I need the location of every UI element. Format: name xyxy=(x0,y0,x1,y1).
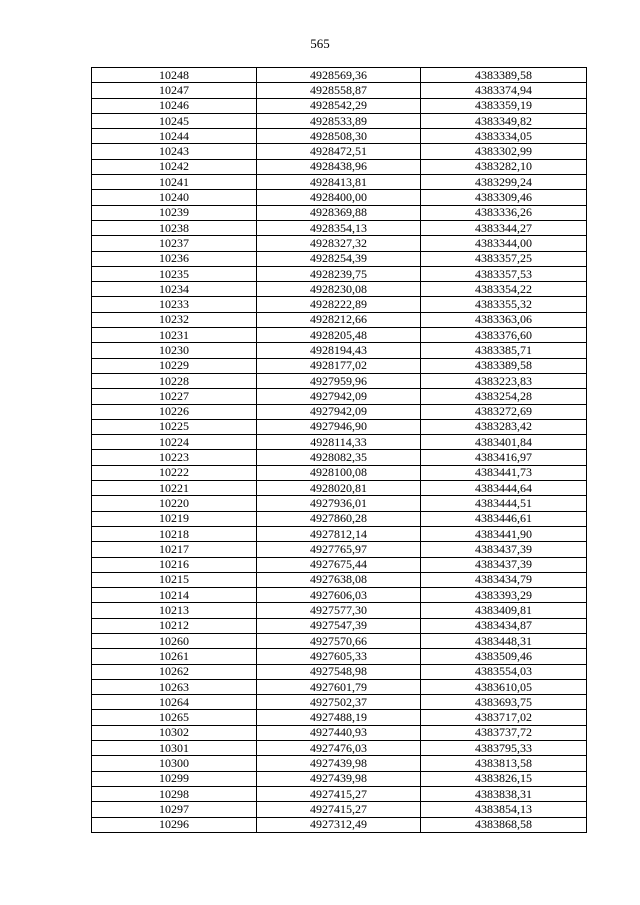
point-id-cell: 10229 xyxy=(92,358,257,373)
x-coordinate-cell: 4928569,36 xyxy=(257,68,421,83)
table-row xyxy=(92,526,587,541)
table-row xyxy=(92,98,587,113)
y-coordinate-cell: 4383272,69 xyxy=(421,404,587,419)
point-id-cell: 10241 xyxy=(92,175,257,190)
point-id-cell: 10299 xyxy=(92,771,257,786)
table-row xyxy=(92,802,587,817)
point-id-cell: 10221 xyxy=(92,481,257,496)
table-row xyxy=(92,175,587,190)
y-coordinate-cell: 4383254,28 xyxy=(421,389,587,404)
x-coordinate-cell: 4928230,08 xyxy=(257,282,421,297)
point-id-cell: 10231 xyxy=(92,328,257,343)
point-id-cell: 10226 xyxy=(92,404,257,419)
y-coordinate-cell: 4383441,90 xyxy=(421,526,587,541)
point-id-cell: 10247 xyxy=(92,83,257,98)
point-id-cell: 10245 xyxy=(92,113,257,128)
table-row xyxy=(92,68,587,83)
x-coordinate-cell: 4927439,98 xyxy=(257,771,421,786)
y-coordinate-cell: 4383363,06 xyxy=(421,312,587,327)
point-id-cell: 10218 xyxy=(92,526,257,541)
x-coordinate-cell: 4927638,08 xyxy=(257,572,421,587)
point-id-cell: 10227 xyxy=(92,389,257,404)
point-id-cell: 10264 xyxy=(92,695,257,710)
x-coordinate-cell: 4927606,03 xyxy=(257,588,421,603)
coordinates-table-body xyxy=(92,68,587,833)
x-coordinate-cell: 4928558,87 xyxy=(257,83,421,98)
x-coordinate-cell: 4928327,32 xyxy=(257,236,421,251)
y-coordinate-cell: 4383354,22 xyxy=(421,282,587,297)
table-row xyxy=(92,786,587,801)
table-row xyxy=(92,129,587,144)
y-coordinate-cell: 4383389,58 xyxy=(421,358,587,373)
point-id-cell: 10260 xyxy=(92,633,257,648)
y-coordinate-cell: 4383610,05 xyxy=(421,679,587,694)
point-id-cell: 10239 xyxy=(92,205,257,220)
y-coordinate-cell: 4383385,71 xyxy=(421,343,587,358)
point-id-cell: 10214 xyxy=(92,588,257,603)
y-coordinate-cell: 4383359,19 xyxy=(421,98,587,113)
x-coordinate-cell: 4928400,00 xyxy=(257,190,421,205)
x-coordinate-cell: 4928205,48 xyxy=(257,328,421,343)
y-coordinate-cell: 4383389,58 xyxy=(421,68,587,83)
point-id-cell: 10236 xyxy=(92,251,257,266)
y-coordinate-cell: 4383441,73 xyxy=(421,465,587,480)
x-coordinate-cell: 4927936,01 xyxy=(257,496,421,511)
x-coordinate-cell: 4928354,13 xyxy=(257,220,421,235)
point-id-cell: 10298 xyxy=(92,786,257,801)
x-coordinate-cell: 4927488,19 xyxy=(257,710,421,725)
point-id-cell: 10225 xyxy=(92,419,257,434)
point-id-cell: 10237 xyxy=(92,236,257,251)
x-coordinate-cell: 4927415,27 xyxy=(257,786,421,801)
x-coordinate-cell: 4928222,89 xyxy=(257,297,421,312)
table-row xyxy=(92,282,587,297)
x-coordinate-cell: 4927577,30 xyxy=(257,603,421,618)
y-coordinate-cell: 4383374,94 xyxy=(421,83,587,98)
x-coordinate-cell: 4927860,28 xyxy=(257,511,421,526)
x-coordinate-cell: 4928114,33 xyxy=(257,435,421,450)
table-row xyxy=(92,542,587,557)
y-coordinate-cell: 4383355,32 xyxy=(421,297,587,312)
table-row xyxy=(92,358,587,373)
table-row xyxy=(92,649,587,664)
point-id-cell: 10217 xyxy=(92,542,257,557)
point-id-cell: 10212 xyxy=(92,618,257,633)
point-id-cell: 10301 xyxy=(92,741,257,756)
y-coordinate-cell: 4383854,13 xyxy=(421,802,587,817)
x-coordinate-cell: 4927946,90 xyxy=(257,419,421,434)
table-row xyxy=(92,710,587,725)
x-coordinate-cell: 4928239,75 xyxy=(257,266,421,281)
y-coordinate-cell: 4383838,31 xyxy=(421,786,587,801)
y-coordinate-cell: 4383344,27 xyxy=(421,220,587,235)
table-row xyxy=(92,817,587,832)
point-id-cell: 10261 xyxy=(92,649,257,664)
point-id-cell: 10224 xyxy=(92,435,257,450)
y-coordinate-cell: 4383434,87 xyxy=(421,618,587,633)
x-coordinate-cell: 4928177,02 xyxy=(257,358,421,373)
point-id-cell: 10220 xyxy=(92,496,257,511)
point-id-cell: 10228 xyxy=(92,373,257,388)
table-row xyxy=(92,741,587,756)
table-row xyxy=(92,220,587,235)
table-row xyxy=(92,373,587,388)
y-coordinate-cell: 4383795,33 xyxy=(421,741,587,756)
table-row xyxy=(92,572,587,587)
table-row xyxy=(92,343,587,358)
table-row xyxy=(92,389,587,404)
y-coordinate-cell: 4383446,61 xyxy=(421,511,587,526)
y-coordinate-cell: 4383554,03 xyxy=(421,664,587,679)
x-coordinate-cell: 4927605,33 xyxy=(257,649,421,664)
table-row xyxy=(92,465,587,480)
point-id-cell: 10265 xyxy=(92,710,257,725)
y-coordinate-cell: 4383448,31 xyxy=(421,633,587,648)
y-coordinate-cell: 4383349,82 xyxy=(421,113,587,128)
point-id-cell: 10235 xyxy=(92,266,257,281)
point-id-cell: 10243 xyxy=(92,144,257,159)
table-row xyxy=(92,771,587,786)
table-row xyxy=(92,312,587,327)
y-coordinate-cell: 4383282,10 xyxy=(421,159,587,174)
x-coordinate-cell: 4928438,96 xyxy=(257,159,421,174)
y-coordinate-cell: 4383444,51 xyxy=(421,496,587,511)
point-id-cell: 10297 xyxy=(92,802,257,817)
y-coordinate-cell: 4383393,29 xyxy=(421,588,587,603)
point-id-cell: 10263 xyxy=(92,679,257,694)
x-coordinate-cell: 4928508,30 xyxy=(257,129,421,144)
x-coordinate-cell: 4928212,66 xyxy=(257,312,421,327)
point-id-cell: 10219 xyxy=(92,511,257,526)
y-coordinate-cell: 4383409,81 xyxy=(421,603,587,618)
x-coordinate-cell: 4928082,35 xyxy=(257,450,421,465)
point-id-cell: 10244 xyxy=(92,129,257,144)
y-coordinate-cell: 4383737,72 xyxy=(421,725,587,740)
point-id-cell: 10238 xyxy=(92,220,257,235)
x-coordinate-cell: 4928194,43 xyxy=(257,343,421,358)
x-coordinate-cell: 4928254,39 xyxy=(257,251,421,266)
x-coordinate-cell: 4927547,39 xyxy=(257,618,421,633)
y-coordinate-cell: 4383309,46 xyxy=(421,190,587,205)
x-coordinate-cell: 4927812,14 xyxy=(257,526,421,541)
x-coordinate-cell: 4927942,09 xyxy=(257,404,421,419)
point-id-cell: 10302 xyxy=(92,725,257,740)
y-coordinate-cell: 4383283,42 xyxy=(421,419,587,434)
point-id-cell: 10248 xyxy=(92,68,257,83)
point-id-cell: 10296 xyxy=(92,817,257,832)
point-id-cell: 10215 xyxy=(92,572,257,587)
y-coordinate-cell: 4383401,84 xyxy=(421,435,587,450)
y-coordinate-cell: 4383437,39 xyxy=(421,542,587,557)
table-row xyxy=(92,205,587,220)
y-coordinate-cell: 4383376,60 xyxy=(421,328,587,343)
table-row xyxy=(92,603,587,618)
x-coordinate-cell: 4927502,37 xyxy=(257,695,421,710)
table-row xyxy=(92,251,587,266)
table-row xyxy=(92,450,587,465)
table-row xyxy=(92,618,587,633)
table-row xyxy=(92,297,587,312)
table-row xyxy=(92,159,587,174)
table-row xyxy=(92,664,587,679)
x-coordinate-cell: 4927440,93 xyxy=(257,725,421,740)
x-coordinate-cell: 4927476,03 xyxy=(257,741,421,756)
y-coordinate-cell: 4383344,00 xyxy=(421,236,587,251)
table-row xyxy=(92,328,587,343)
point-id-cell: 10233 xyxy=(92,297,257,312)
table-row xyxy=(92,756,587,771)
table-row xyxy=(92,588,587,603)
coordinates-table xyxy=(91,67,587,833)
x-coordinate-cell: 4928020,81 xyxy=(257,481,421,496)
page-number: 565 xyxy=(310,36,330,51)
y-coordinate-cell: 4383826,15 xyxy=(421,771,587,786)
x-coordinate-cell: 4928413,81 xyxy=(257,175,421,190)
y-coordinate-cell: 4383334,05 xyxy=(421,129,587,144)
y-coordinate-cell: 4383357,53 xyxy=(421,266,587,281)
point-id-cell: 10230 xyxy=(92,343,257,358)
point-id-cell: 10223 xyxy=(92,450,257,465)
table-row xyxy=(92,496,587,511)
table-row xyxy=(92,633,587,648)
point-id-cell: 10300 xyxy=(92,756,257,771)
x-coordinate-cell: 4928369,88 xyxy=(257,205,421,220)
x-coordinate-cell: 4927675,44 xyxy=(257,557,421,572)
x-coordinate-cell: 4928100,08 xyxy=(257,465,421,480)
table-row xyxy=(92,695,587,710)
x-coordinate-cell: 4927601,79 xyxy=(257,679,421,694)
x-coordinate-cell: 4927570,66 xyxy=(257,633,421,648)
y-coordinate-cell: 4383717,02 xyxy=(421,710,587,725)
x-coordinate-cell: 4927439,98 xyxy=(257,756,421,771)
point-id-cell: 10242 xyxy=(92,159,257,174)
y-coordinate-cell: 4383444,64 xyxy=(421,481,587,496)
x-coordinate-cell: 4928542,29 xyxy=(257,98,421,113)
table-row xyxy=(92,557,587,572)
table-row xyxy=(92,435,587,450)
point-id-cell: 10234 xyxy=(92,282,257,297)
y-coordinate-cell: 4383336,26 xyxy=(421,205,587,220)
table-row xyxy=(92,190,587,205)
y-coordinate-cell: 4383868,58 xyxy=(421,817,587,832)
y-coordinate-cell: 4383302,99 xyxy=(421,144,587,159)
y-coordinate-cell: 4383693,75 xyxy=(421,695,587,710)
x-coordinate-cell: 4927765,97 xyxy=(257,542,421,557)
point-id-cell: 10216 xyxy=(92,557,257,572)
point-id-cell: 10213 xyxy=(92,603,257,618)
table-row xyxy=(92,481,587,496)
point-id-cell: 10232 xyxy=(92,312,257,327)
x-coordinate-cell: 4927942,09 xyxy=(257,389,421,404)
y-coordinate-cell: 4383434,79 xyxy=(421,572,587,587)
table-row xyxy=(92,679,587,694)
table-row xyxy=(92,83,587,98)
point-id-cell: 10240 xyxy=(92,190,257,205)
table-row xyxy=(92,144,587,159)
x-coordinate-cell: 4928472,51 xyxy=(257,144,421,159)
point-id-cell: 10262 xyxy=(92,664,257,679)
y-coordinate-cell: 4383223,83 xyxy=(421,373,587,388)
table-row xyxy=(92,404,587,419)
table-row xyxy=(92,419,587,434)
point-id-cell: 10246 xyxy=(92,98,257,113)
table-row xyxy=(92,113,587,128)
y-coordinate-cell: 4383357,25 xyxy=(421,251,587,266)
y-coordinate-cell: 4383299,24 xyxy=(421,175,587,190)
x-coordinate-cell: 4927312,49 xyxy=(257,817,421,832)
table-row xyxy=(92,725,587,740)
x-coordinate-cell: 4927415,27 xyxy=(257,802,421,817)
y-coordinate-cell: 4383509,46 xyxy=(421,649,587,664)
x-coordinate-cell: 4928533,89 xyxy=(257,113,421,128)
x-coordinate-cell: 4927548,98 xyxy=(257,664,421,679)
point-id-cell: 10222 xyxy=(92,465,257,480)
y-coordinate-cell: 4383813,58 xyxy=(421,756,587,771)
x-coordinate-cell: 4927959,96 xyxy=(257,373,421,388)
y-coordinate-cell: 4383416,97 xyxy=(421,450,587,465)
table-row xyxy=(92,266,587,281)
table-row xyxy=(92,511,587,526)
y-coordinate-cell: 4383437,39 xyxy=(421,557,587,572)
table-row xyxy=(92,236,587,251)
